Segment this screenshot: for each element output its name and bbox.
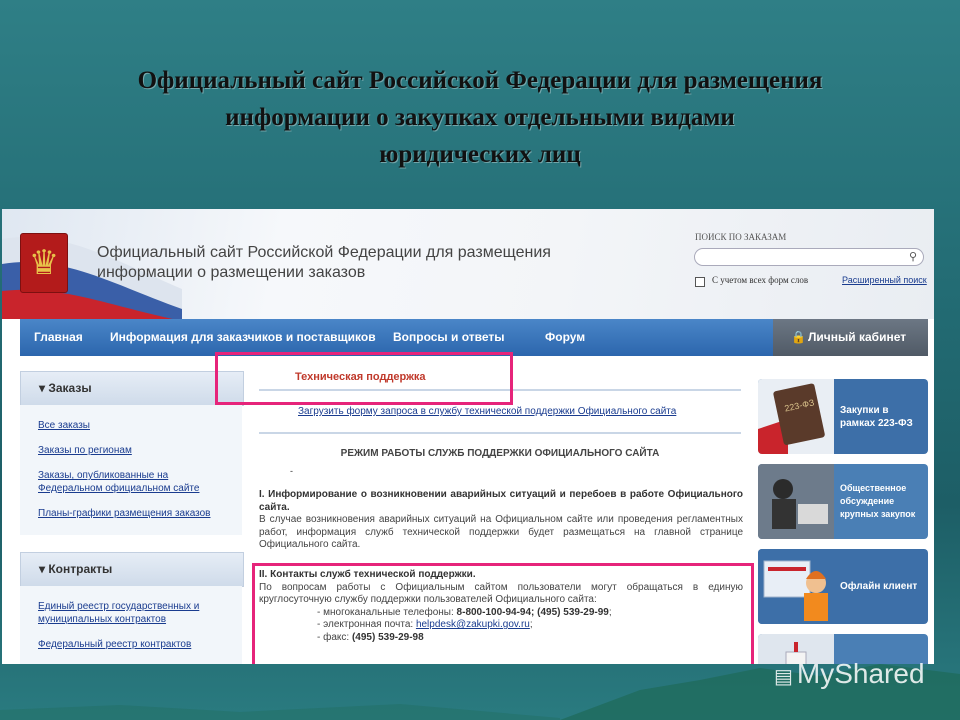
dash-text: - xyxy=(290,466,293,476)
personal-cabinet-button[interactable] xyxy=(773,319,928,356)
sidebar-link-orders-by-region[interactable]: Заказы по регионам xyxy=(38,445,132,456)
sidebar-link-all-orders[interactable]: Все заказы xyxy=(38,420,90,431)
website-screenshot xyxy=(2,209,934,664)
card-223fz[interactable] xyxy=(758,379,928,454)
nav-item-home[interactable]: Главная xyxy=(34,330,83,344)
sidebar-section-contracts[interactable] xyxy=(20,552,244,587)
upload-request-link[interactable]: Загрузить форму запроса в службу технической поддержки Официального сайта xyxy=(298,406,677,417)
slide-title xyxy=(20,62,940,173)
email-item: - электронная почта: helpdesk@zakupki.gov.ru; xyxy=(317,619,533,630)
nav-item-info[interactable]: Информация для заказчиков и поставщиков xyxy=(110,330,376,344)
svg-text:223-ФЗ: 223-ФЗ xyxy=(783,397,816,414)
phones-item: - многоканальные телефоны: 8-800-100-94-94; (495) 539-29-99; xyxy=(317,606,612,618)
checkbox-label: С учетом всех форм слов xyxy=(712,275,809,285)
nav-item-forum[interactable]: Форум xyxy=(545,330,586,344)
meeting-photo-icon xyxy=(758,464,834,539)
fax-item: - факс: (495) 539-29-98 xyxy=(317,631,424,643)
site-title-line: Официальный сайт Российской Федерации для размещения xyxy=(97,244,551,261)
coat-of-arms-icon[interactable]: ♛ xyxy=(20,233,68,293)
section-2-title: II. Контакты служб технической поддержки. xyxy=(259,569,476,580)
sidebar-link-federal-registry[interactable]: Федеральный реестр контрактов xyxy=(38,639,192,650)
myshared-watermark xyxy=(774,658,925,690)
sidebar-link-federal-orders[interactable]: Заказы, опубликованные на xyxy=(38,470,169,481)
search-input[interactable] xyxy=(694,248,924,266)
divider xyxy=(259,432,741,434)
search-label: ПОИСК ПО ЗАКАЗАМ xyxy=(695,232,787,242)
bar-chart-icon: ▤ xyxy=(774,666,793,688)
card-label: Закупки в рамках 223-ФЗ xyxy=(840,404,913,429)
section-1-text: В случае возникновения аварийных ситуаций на Официальном сайте или проведения регламентных работ, информация служб технической поддержки будет размещаться на главной странице Официального сайта. xyxy=(259,514,743,550)
slide-title-line: информации о закупках отдельными видами xyxy=(225,104,735,131)
all-word-forms-checkbox[interactable] xyxy=(695,277,705,287)
highlight-box-contacts xyxy=(252,563,754,664)
sidebar-section-title: ▾ Заказы xyxy=(39,381,92,395)
section-2-text: По вопросам работы с Официальным сайтом пользователи могут обращаться в единую круглосуточную службу поддержки пользователей Официального сайта: xyxy=(259,581,743,605)
section-1 xyxy=(259,489,743,552)
sidebar-link-unified-registry[interactable]: Единый реестр государственных и xyxy=(38,601,200,612)
sidebar-link-federal-orders-2[interactable]: Федеральном официальном сайте xyxy=(38,483,200,494)
nav-item-faq[interactable]: Вопросы и ответы xyxy=(393,330,505,344)
search-icon[interactable]: ⚲ xyxy=(908,251,917,263)
site-header xyxy=(2,209,934,319)
site-title xyxy=(97,243,551,283)
personal-cabinet-label: Личный кабинет xyxy=(808,330,907,344)
sidebar-section-title: ▾ Контракты xyxy=(39,562,113,576)
document-book-icon xyxy=(758,379,834,454)
highlight-box-title xyxy=(215,352,513,405)
sidebar-link-unified-registry-2[interactable]: муниципальных контрактов xyxy=(38,614,167,625)
card-label: Офлайн клиент xyxy=(840,581,918,592)
card-label: Общественное обсуждение крупных закупок xyxy=(840,483,916,519)
sidebar-section-orders[interactable] xyxy=(20,371,244,406)
offline-client-icon xyxy=(758,549,834,624)
sidebar-link-schedules[interactable]: Планы-графики размещения заказов xyxy=(38,508,211,519)
slide-title-line: юридических лиц xyxy=(379,141,581,168)
card-offline-client[interactable] xyxy=(758,549,928,624)
slide-title-line: Официальный сайт Российской Федерации для размещения xyxy=(137,67,823,94)
watermark-text: MyShared xyxy=(796,658,925,689)
email-link[interactable]: helpdesk@zakupki.gov.ru xyxy=(415,619,530,630)
lock-icon: 🔒 xyxy=(791,330,806,344)
advanced-search-link[interactable]: Расширенный поиск xyxy=(842,275,927,285)
section-1-title: I. Информирование о возникновении аварийных ситуаций и перебоев в работе Официального сайта. xyxy=(259,489,743,513)
site-title-line: информации о размещении заказов xyxy=(97,264,366,281)
main-nav xyxy=(20,319,928,356)
content-title: Техническая поддержка xyxy=(295,371,426,383)
card-public-discussion[interactable] xyxy=(758,464,928,539)
support-mode-heading: РЕЖИМ РАБОТЫ СЛУЖБ ПОДДЕРЖКИ ОФИЦИАЛЬНОГО САЙТА xyxy=(340,448,660,459)
